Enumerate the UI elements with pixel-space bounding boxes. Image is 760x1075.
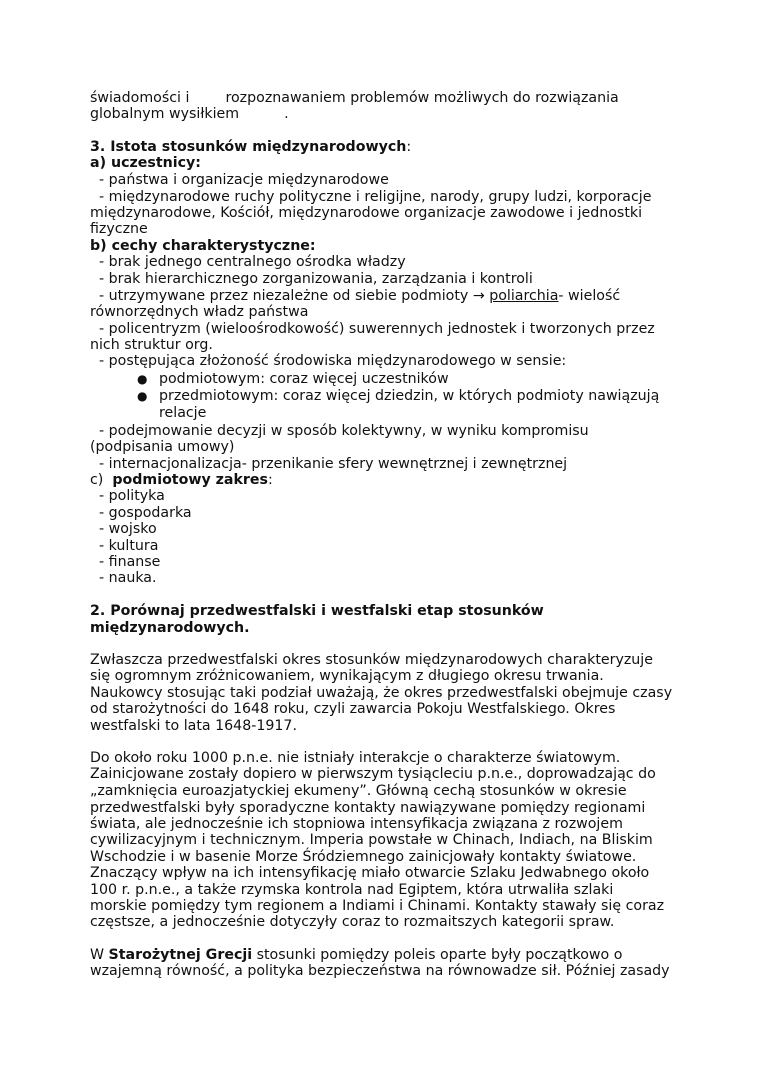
list-item: - nauka. bbox=[90, 570, 157, 586]
paragraph-line: „zamknięcia euroazjatyckiej ekumeny”. Główną cechą stosunków w okresie bbox=[90, 783, 627, 799]
bullet-item: relacje bbox=[159, 405, 207, 421]
list-item-text: - utrzymywane przez niezależne od siebie podmioty bbox=[90, 288, 473, 304]
list-item: nich struktur org. bbox=[90, 337, 213, 353]
bullet-icon: ● bbox=[137, 372, 148, 386]
paragraph-line: Do około roku 1000 p.n.e. nie istniały interakcje o charakterze światowym. bbox=[90, 750, 621, 766]
subheading-b: b) cechy charakterystyczne: bbox=[90, 238, 316, 254]
paragraph-line: Zwłaszcza przedwestfalski okres stosunków międzynarodowych charakteryzuje bbox=[90, 652, 653, 668]
list-item: - postępująca złożoność środowiska międzynarodowego w sensie: bbox=[90, 353, 567, 369]
paragraph-line: Wschodzie i w basenie Morze Śródziemnego zainicjowały kontakty światowe. bbox=[90, 849, 637, 865]
list-item: - brak hierarchicznego zorganizowania, zarządzania i kontroli bbox=[90, 271, 533, 287]
heading-text: 3. Istota stosunków międzynarodowych bbox=[90, 139, 407, 155]
subheading-colon: : bbox=[267, 472, 273, 488]
text-line: globalnym wysiłkiem . bbox=[90, 106, 289, 122]
bullet-icon: ● bbox=[137, 389, 148, 403]
list-item: międzynarodowe, Kościół, międzynarodowe organizacje zawodowe i jednostki bbox=[90, 205, 643, 221]
paragraph-line: Znaczący wpływ na ich intensyfikację miało otwarcie Szlaku Jedwabnego około bbox=[90, 865, 650, 881]
list-item: - policentryzm (wieloośrodkowość) suwerennych jednostek i tworzonych przez bbox=[90, 321, 655, 337]
list-item: - wojsko bbox=[90, 521, 157, 537]
list-item: równorzędnych władz państwa bbox=[90, 304, 309, 320]
paragraph-line: morskie pomiędzy tym regionem a Indiami i Chinami. Kontakty stawały się coraz bbox=[90, 898, 665, 914]
list-item: - finanse bbox=[90, 554, 161, 570]
list-item: - gospodarka bbox=[90, 505, 192, 521]
section-heading: międzynarodowych. bbox=[90, 620, 250, 636]
list-item: - internacjonalizacja- przenikanie sfery wewnętrznej i zewnętrznej bbox=[90, 456, 568, 472]
list-item bbox=[90, 288, 620, 305]
list-item: - państwa i organizacje międzynarodowe bbox=[90, 172, 389, 188]
section-heading: 2. Porównaj przedwestfalski i westfalski etap stosunków bbox=[90, 603, 544, 619]
heading-colon: : bbox=[406, 139, 412, 155]
bullet-item: podmiotowym: coraz więcej uczestników bbox=[159, 371, 449, 387]
paragraph-line: 100 r. p.n.e., a także rzymska kontrola nad Egiptem, która utrwaliła szlaki bbox=[90, 882, 614, 898]
paragraph-line: od starożytności do 1648 roku, czyli zawarcia Pokoju Westfalskiego. Okres bbox=[90, 701, 616, 717]
paragraph-line: się ogromnym zróżnicowaniem, wynikającym z długiego okresu trwania. bbox=[90, 668, 604, 684]
paragraph-text: W bbox=[90, 947, 109, 963]
paragraph-line: cywilizacyjnym i technicznym. Imperia powstałe w Chinach, Indiach, na Bliskim bbox=[90, 832, 653, 848]
paragraph-line: westfalski to lata 1648-1917. bbox=[90, 718, 297, 734]
paragraph-line: przedwestfalski były sporadyczne kontakty nawiązywane pomiędzy regionami bbox=[90, 800, 646, 816]
subheading-c bbox=[90, 472, 273, 489]
paragraph-line bbox=[90, 947, 622, 964]
paragraph-line: częstsze, a jednocześnie dotyczyły coraz to rozmaitszych kategorii spraw. bbox=[90, 914, 615, 930]
list-item: - międzynarodowe ruchy polityczne i religijne, narody, grupy ludzi, korporacje bbox=[90, 189, 652, 205]
paragraph-text: stosunki pomiędzy poleis oparte były początkowo o bbox=[252, 947, 623, 963]
list-item: - polityka bbox=[90, 488, 165, 504]
arrow-icon: → bbox=[472, 288, 485, 304]
subheading-a: a) uczestnicy: bbox=[90, 155, 201, 171]
list-item: fizyczne bbox=[90, 221, 148, 237]
text-line: świadomości i rozpoznawaniem problemów możliwych do rozwiązania bbox=[90, 90, 619, 106]
paragraph-line: świata, ale jednocześnie ich stopniowa intensyfikacja związana z rozwojem bbox=[90, 816, 623, 832]
paragraph-line: wzajemną równość, a polityka bezpieczeństwa na równowadze sił. Później zasady bbox=[90, 963, 670, 979]
subheading-label: c) bbox=[90, 472, 113, 488]
list-item: - kultura bbox=[90, 538, 159, 554]
bold-term: Starożytnej Grecji bbox=[108, 947, 253, 963]
list-item: (podpisania umowy) bbox=[90, 439, 235, 455]
list-item-text: - wielość bbox=[558, 288, 621, 304]
paragraph-line: Naukowcy stosując taki podział uważają, że okres przedwestfalski obejmuje czasy bbox=[90, 685, 673, 701]
subheading-text: podmiotowy zakres bbox=[112, 472, 268, 488]
list-item: - brak jednego centralnego ośrodka władzy bbox=[90, 254, 406, 270]
poliarchia-link[interactable]: poliarchia bbox=[489, 288, 559, 304]
bullet-item: przedmiotowym: coraz więcej dziedzin, w których podmioty nawiązują bbox=[159, 388, 660, 404]
list-item: - podejmowanie decyzji w sposób kolektywny, w wyniku kompromisu bbox=[90, 423, 589, 439]
section-heading bbox=[90, 139, 411, 156]
paragraph-line: Zainicjowane zostały dopiero w pierwszym tysiącleciu p.n.e., doprowadzając do bbox=[90, 766, 656, 782]
